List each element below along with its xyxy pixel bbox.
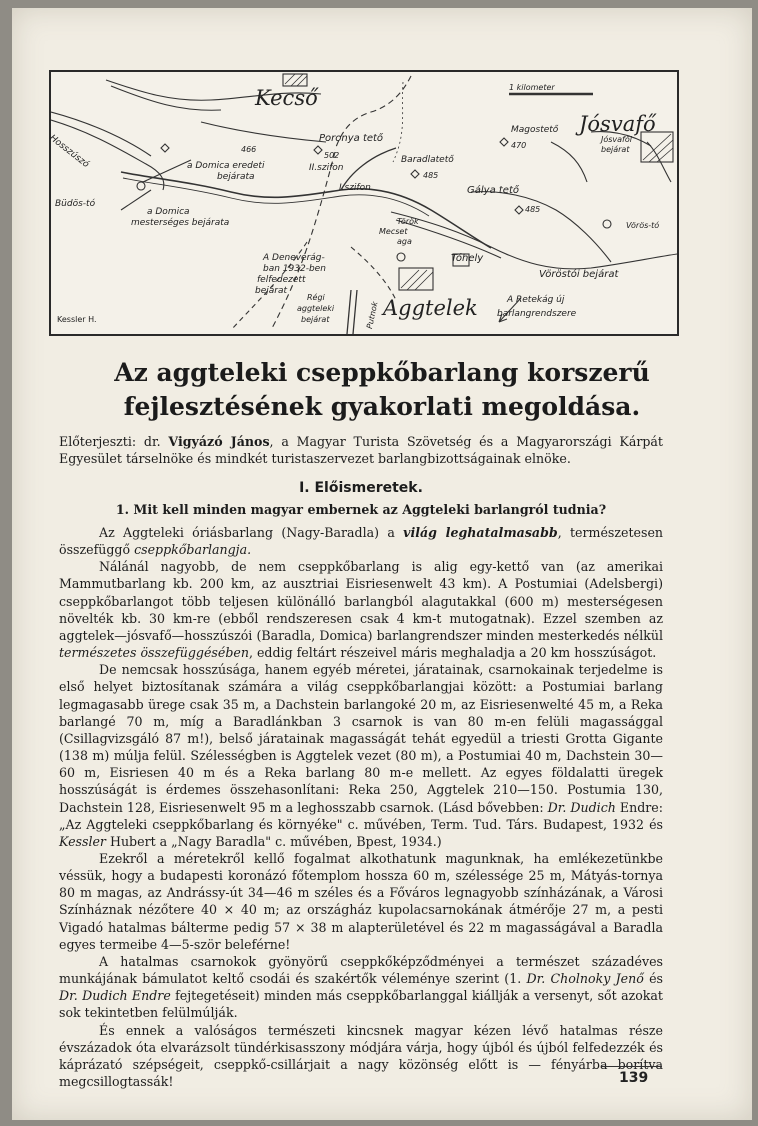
map-label-485b: 485 [525,205,541,214]
paragraph-6: És ennek a valóságos természeti kincsnek magyar kézen lévő hatalmas része évszázadok óta elvarázsolt tündérkisasszony módjára várja, hogy újból és újból felfedezzék és káprázató szépségeit, cseppkő-csillárjait a nagy közönség előtt is — fényárba borítva megcsillogtassák! [59,1022,663,1089]
map-label-magos-teto: Magostető [511,125,559,135]
map-label-torok-3: aga [397,237,412,246]
map-label-hosszuszo: Hosszúszó [47,133,91,171]
area-map [49,70,679,336]
map-label-torok-2: Mecset [379,227,408,236]
map-label-denever-2: ban 1932-ben [263,264,326,274]
p2-text-c: , eddig feltárt részeivel máris meghaladja a 20 km hosszúságot. [248,645,657,661]
map-label-aggtelek: Aggtelek [383,296,478,320]
p3-text-e: Hubert a „Nagy Baradla" c. művében, Bpest, 1934.) [105,833,442,849]
paragraph-3 [59,661,663,850]
map-label-galya-teto: Gálya tető [467,185,519,196]
map-label-voros-to: Vörös-tó [626,221,660,230]
p5-text-e: fejtegetéseit) minden más cseppkőbarlanggal kiállják a versenyt, sőt azokat sok tekintetben felülmúlják. [59,988,663,1021]
map-label-baradla-teto: Baradlatető [401,155,454,165]
map-label-reteka-1: A Retekág új [507,295,565,305]
map-label-szifon-1: I.szifon [339,183,371,193]
p5-text-a: A hatalmas csarnokok gyönyörű cseppkőképződményei a természet századéves munkájának bámulatot keltő csodái és szakértők véleménye szerint (1. [59,953,663,987]
page [12,8,752,1120]
p3-text-c: Endre: „Az Aggteleki cseppkőbarlang és környéke" c. művében, Term. Tud. Társ. Budapest, 1932 és [59,799,664,832]
p5-emph-2: Dr. Dudich Endre [59,988,171,1004]
page-number: 139 [619,1070,649,1086]
map-label-putnok: Putnok [365,300,380,330]
map-label-budos-to: Büdös-tó [55,199,96,209]
map-label-poronya-teto: Poronya tető [319,133,384,144]
p3-emph-2: Kessler [59,833,106,849]
map-label-domica-eredeti-2: bejárata [217,172,255,182]
p1-emph-1: világ leghatalmasabb [403,525,558,540]
map-label-vorostoi-bejarat: Vöröstói bejárat [539,269,619,280]
paragraph-1 [59,524,663,558]
p2-text-a: Nálánál nagyobb, de nem cseppkőbarlang is alig egy-kettő van (az amerikai Mammutbarlang kb. 200 km, az ausztriai Eisriesenwelt 43 km). A Postumiai (Adelsbergi) cseppkőbarlangot több teljesen különálló barlangból alagutakkal (600 m) mesterségesen növelték kb. 30 km-re (ebből rendszeresen csak 4 km-t mutogatnak). Ezzel szemben az aggtelek—jósvafő—hosszúszói (Baradla, Domica) barlangrendszer minden mesterkedés nélkül [59,559,663,643]
map-scale-label: 1 kilometer [509,83,555,92]
map-label-tohely: Tóhely [451,253,484,264]
map-label-reteka-2: barlangrendszere [497,309,577,319]
map-label-domica-eredeti-1: a Domica eredeti [187,161,265,171]
p1-emph-2: cseppkőbarlangja. [134,542,252,558]
section-heading: I. Előismeretek. [299,480,423,496]
map-label-josvafoi-1: Jósvafői [601,135,632,144]
map-label-josvafoi-2: bejárat [601,145,630,154]
map-label-470: 470 [511,141,527,150]
map-label-regi-2: aggteleki [297,304,335,313]
map-label-kessler: Kessler H. [57,315,97,324]
map-label-regi-1: Régi [307,293,325,302]
map-label-kecso: Kecső [255,86,318,110]
map-label-485a: 485 [423,171,439,180]
map-label-466: 466 [241,145,257,154]
map-label-regi-3: bejárat [301,315,330,324]
question-heading: 1. Mit kell minden magyar embernek az Aggteleki barlangról tudnia? [115,502,607,517]
p5-emph-1: Dr. Cholnoky Jenő [526,971,644,987]
paragraph-4: Ezekről a méretekről kellő fogalmat alkothatunk magunknak, ha emlékezetünkbe véssük, hogy a budapesti koronázó főtemplom hossza 60 m, szélessége 25 m, Mátyás-tornya 80 m magas, az Andrássy-út 34—46 m széles és a Főváros legnagyobb színházának, a Városi Színháznak nézőtere 40 × 40 m; az országház kupolacsarnokának átmérője 27 m, a pesti Vigadó hatalmas bálterme pedig 57 × 38 m alapterületével és 22 m magasságával a Baradla egyes termeibe 4—5-ször beleférne! [59,850,663,952]
p1-text-a: Az Aggteleki óriásbarlang (Nagy-Baradla) a [99,525,404,540]
page-number-rule [602,1066,662,1067]
paragraph-5 [59,953,663,1022]
paragraph-2 [59,558,663,661]
map-label-denever-3: felfedezett [257,275,306,285]
author-name: Vigyázó János [168,434,270,449]
author-prefix: Előterjeszti: dr. [59,434,161,449]
map-label-domica-mest-1: a Domica [147,207,190,217]
map-label-domica-mest-2: mesterséges bejárata [131,218,230,228]
map-label-szifon-2: II.szifon [309,163,344,173]
map-label-torok-1: Török [397,217,419,226]
map-label-502: 502 [324,151,340,160]
p1-text-c: , természetesen összefüggő [59,525,664,558]
map-label-denever-4: bejárat [255,286,288,296]
p3-emph-1: Dr. Dudich [547,799,616,815]
article-body [59,524,663,1090]
author-line [59,433,663,467]
p2-emph: természetes összefüggésében [59,645,249,661]
map-label-josvafo: Jósvafő [579,112,656,136]
article-title: Az aggteleki cseppkőbarlang korszerű fejlesztésének gyakorlati megoldása. [114,358,650,421]
author-rest: , a Magyar Turista Szövetség és a Magyarországi Kárpát Egyesület társelnöke és mindkét turistaszervezet barlangbizottságainak elnöke. [59,434,663,466]
p3-text-a: De nemcsak hosszúsága, hanem egyéb méretei, járatainak, csarnokainak terjedelme is első helyet biztosítanak számára a világ cseppkőbarlangjai között: a Postumiai barlang legmagasabb ürege csak 35 m, a Dachstein barlangoké 20 m, az Eisriesenwelté 45 m, a Reka barlangé 70 m, míg a Baradlánkban 3 csarnok is van 80 m-en felüli magassággal (Csillagvizsgáló 87 m!), belső járatainak magasságát tehát egyedül a triesti Grotta Gigante (138 m) múlja felül. Szélességben is Aggtelek vezet (80 m), a Postumiai 40 m, Dachstein 30—60 m, Eisriesen 40 m és a Reka barlang 80 m-e mellett. Az egyes földalatti üregek hosszúságát is érdemes összehasonlítani: Reka 250, Aggtelek 210—150. Postumia 130, Dachstein 128, Eisriesenwelt 95 m a leghosszabb csarnok. (Lásd bővebben: [59,662,663,815]
map-label-denever-1: A Denevérág- [263,253,325,263]
p5-text-c: és [643,971,664,987]
